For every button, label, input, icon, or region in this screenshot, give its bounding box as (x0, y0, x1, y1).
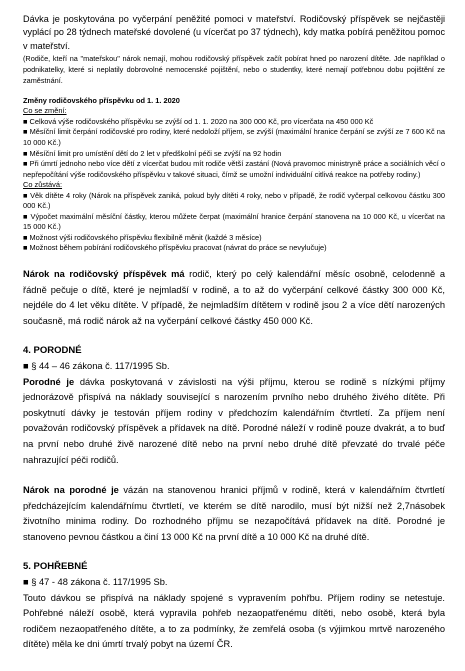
kept-label: Co zůstává: (23, 180, 63, 190)
changed-item: ■ Měsíční limit pro umístění dětí do 2 let v předškolní péči se zvýší na 92 hodin (23, 148, 282, 158)
porodne-paragraph-1 (23, 375, 445, 469)
kept-item: ■ Výpočet maximální měsíční částky, kterou můžete čerpat (maximální hranice čerpání stanovena na 10 000 Kč, u vícerčat na 15 000 Kč.) (23, 211, 445, 232)
section-pohrebne (23, 559, 445, 653)
kept-item: ■ Věk dítěte 4 roky (Nárok na příspěvek zaniká, pokud byly dítěti 4 roky, nebo v případě, že rodič vyčerpal celkovou částku 300 000 Kč.) (23, 190, 445, 211)
section-title: 4. PORODNÉ (23, 345, 82, 357)
entitlement-lead: Nárok na rodičovský příspěvek má (23, 268, 185, 279)
section-porodne (23, 343, 445, 545)
porodne-lead: Porodné je (23, 376, 75, 387)
porodne-entitlement-text: vázán na stanovenou hranici příjmů v rodině, která v kalendářním čtvrtletí předcházejícím kalendářnímu čtvrtletí, ve kterém se dítě narodilo, musí být nižší než 2,7násobek životního minima rodiny. Do rozhodného příjmu se nezapočítává přídavek na dítě. Porodné je stanoveno pevnou částkou a činí 13 000 Kč na první dítě a 10 000 Kč na druhé dítě. (23, 485, 445, 542)
changed-item: ■ Celková výše rodičovského příspěvku se zvýší od 1. 1. 2020 na 300 000 Kč, pro vícerčata na 450 000 Kč (23, 116, 374, 126)
law-reference: ■ § 47 - 48 zákona č. 117/1995 Sb. (23, 577, 168, 588)
porodne-entitlement-lead: Nárok na porodné je (23, 485, 119, 496)
intro-section (23, 0, 445, 87)
law-reference: ■ § 44 – 46 zákona č. 117/1995 Sb. (23, 360, 170, 371)
changes-heading: Změny rodičovského příspěvku od 1. 1. 2020 (23, 95, 180, 105)
changes-section (23, 96, 445, 254)
entitlement-text: rodič, který po celý kalendářní měsíc osobně, celodenně a řádně pečuje o dítě, které je nejmladší v rodině, a to až do vyčerpání celkové částky 300 000 Kč, nejdéle do 4 let věku dítěte. V případě, že nejmladším dítětem v rodině jsou 2 a více dětí narozených současně, má rodič nárok až na vyčerpání celkové částky 450 000 Kč. (23, 268, 445, 326)
changed-item: ■ Při úmrtí jednoho nebo více dětí z vícerčat budou mít rodiče větší zastání (Nová pravomoc ministryně práce a sociálních věcí o nepřepočítání výše rodičovského příspěvku v takové situaci, čímž se umožní individuální citlivá reakce na potřeby rodiny.) (23, 159, 445, 179)
kept-item: ■ Možnost výši rodičovského příspěvku flexibilně měnit (každé 3 měsíce) (23, 232, 262, 242)
intro-paragraph: Dávka je poskytována po vyčerpání peněžité pomoci v mateřství. Rodičovský příspěvek se nejčastěji vyplácí po 28 týdnech mateřské dovolené (u vícerčat po 37 týdnech), kdy matka pobírá peněžitou pomoc v mateřství. (23, 14, 445, 51)
kept-item: ■ Možnost během pobírání rodičovského příspěvku pracovat (návrat do práce se nevylučuje) (23, 243, 327, 253)
porodne-paragraph-2 (23, 483, 445, 545)
porodne-text: dávka poskytovaná v závislosti na výši příjmu, kterou se rodině s nízkými příjmy jednorázově přispívá na náklady související s narozením prvního nebo druhého živého dítěte. Při poskytnutí dávky je testován příjem rodiny v předchozím kalendářním čtvrtletí. Za příjem není považován rodičovský příspěvek a přídavek na dítě. Porodné náleží v rodině pouze dvakrát, a to buď na první nebo druhé živě narozené dítě nebo na první nebo druhé dítě převzaté do trvalé péče nahrazující péči rodičů. (23, 376, 445, 465)
entitlement-paragraph (23, 267, 445, 329)
changed-label: Co se změní: (23, 106, 67, 116)
changed-item: ■ Měsíční limit čerpání rodičovské pro rodiny, které nedoloží příjem, se zvýší (maximální hranice čerpání se zvýší ze 7 600 Kč na 10 000 Kč.) (23, 127, 445, 147)
section-title: 5. POHŘEBNÉ (23, 561, 88, 573)
pohrebne-paragraph: Touto dávkou se přispívá na náklady spojené s vypravením pohřbu. Příjem rodiny se netestuje. Pohřebné náleží osobě, která vypravila pohřeb nezaopatřenému dítěti, nebo osobě, která byla rodičem nezaopatřeného dítěte, a to za podmínky, že zemřelá osoba (s výjimkou mrtvě narozeného dítěte) měla ke dni úmrtí trvalý pobyt na území ČR. (23, 592, 445, 650)
intro-note: (Rodiče, kteří na "mateřskou" nárok nemají, mohou rodičovský příspěvek začít pobírat hned po narození dítěte. Jde například o podnikatelky, které si neplatily dobrovolné nemocenské pojištění, nebo o studentky, které nemají potřebnou dobu pojištění ze zaměstnání. (23, 53, 445, 86)
